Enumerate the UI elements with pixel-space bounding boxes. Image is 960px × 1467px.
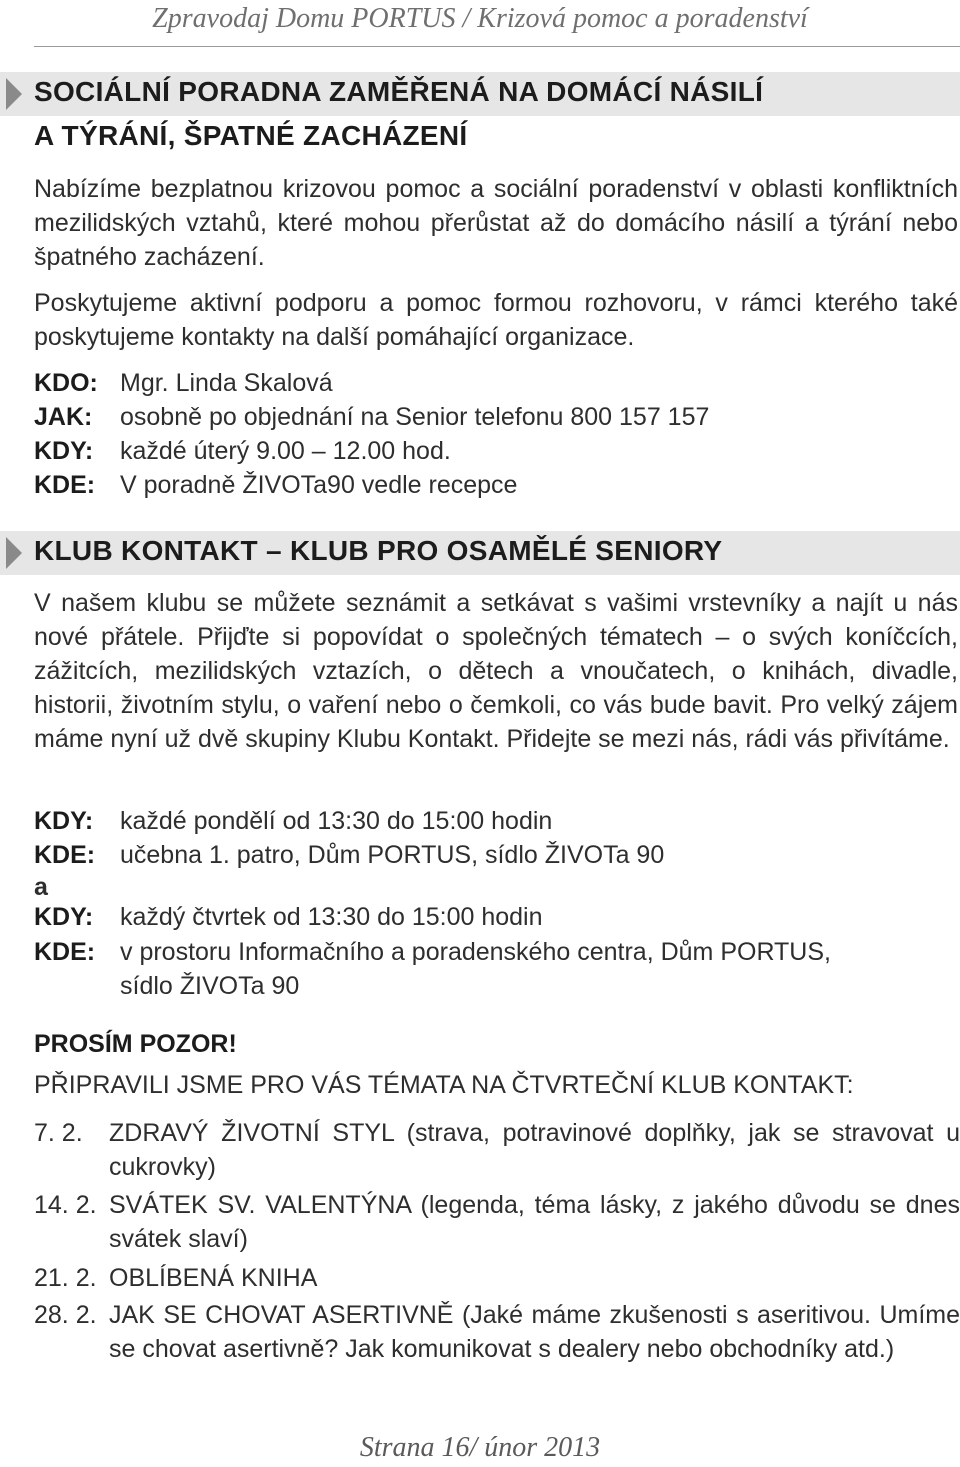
section1-paragraph-2: Poskytujeme aktivní podporu a pomoc formou rozhovoru, v rámci kterého také poskytujeme kontakty na další pomáhající organizace. xyxy=(34,289,958,351)
topic-date: 7. 2. xyxy=(34,1119,83,1147)
detail-label: KDY: xyxy=(34,807,94,835)
topic-date: 21. 2. xyxy=(34,1264,97,1292)
topic-date: 28. 2. xyxy=(34,1301,97,1329)
section1-title-line1: SOCIÁLNÍ PORADNA ZAMĚŘENÁ NA DOMÁCÍ NÁSILÍ xyxy=(34,76,764,107)
detail-label: JAK: xyxy=(34,403,93,431)
detail-value: každé pondělí od 13:30 do 15:00 hodin xyxy=(120,807,553,835)
notice-heading: PROSÍM POZOR! xyxy=(34,1030,237,1058)
detail-value: každé úterý 9.00 – 12.00 hod. xyxy=(120,437,451,465)
topic-text: SVÁTEK SV. VALENTÝNA (legenda, téma lásky, z jakého důvodu se dnes svátek slaví) xyxy=(109,1191,960,1253)
detail-value: každý čtvrtek od 13:30 do 15:00 hodin xyxy=(120,903,543,931)
topic-item xyxy=(34,1116,960,1184)
section1-triangle-icon xyxy=(6,78,22,110)
topic-text: ZDRAVÝ ŽIVOTNÍ STYL (strava, potravinové doplňky, jak se stravovat u cukrovky) xyxy=(109,1119,960,1181)
detail-label: KDY: xyxy=(34,903,94,931)
topic-item xyxy=(34,1188,960,1256)
topic-text: JAK SE CHOVAT ASERTIVNĚ (Jaké máme zkušenosti s aseritivou. Umíme se chovat asertivně? Jak komunikovat s dealery nebo obchodníky atd.) xyxy=(109,1301,960,1363)
section2-paragraph: V našem klubu se můžete seznámit a setkávat s vašimi vrstevníky a najít u nás nové přátele. Přijďte si popovídat o společných tématech – o svých koníčcích, zážitcích, mezilidských vztazích, o dětech a vnoučatech, o knihách, divadle, historii, životním stylu, o vaření nebo o čemkoli, co vás bude bavit. Pro velký zájem máme nyní už dvě skupiny Klubu Kontakt. Přidejte se mezi nás, rádi vás přivítáme. xyxy=(34,589,958,753)
topic-date: 14. 2. xyxy=(34,1191,97,1219)
detail-label: KDE: xyxy=(34,471,96,499)
section1-title-line2: A TÝRÁNÍ, ŠPATNÉ ZACHÁZENÍ xyxy=(34,120,468,151)
detail-label: KDE: xyxy=(34,938,96,966)
topic-item xyxy=(34,1261,960,1295)
detail-value: V poradně ŽIVOTa90 vedle recepce xyxy=(120,471,518,499)
section2-title: KLUB KONTAKT – KLUB PRO OSAMĚLÉ SENIORY xyxy=(34,535,723,566)
header-divider xyxy=(34,46,960,47)
detail-value: učebna 1. patro, Dům PORTUS, sídlo ŽIVOTa 90 xyxy=(120,841,665,869)
topic-text: OBLÍBENÁ KNIHA xyxy=(109,1264,318,1292)
detail-label: KDY: xyxy=(34,437,94,465)
detail-value: osobně po objednání na Senior telefonu 800 157 157 xyxy=(120,403,710,431)
newsletter-header-title: Zpravodaj Domu PORTUS / Krizová pomoc a poradenství xyxy=(152,3,808,34)
detail-value: v prostoru Informačního a poradenského centra, Dům PORTUS, xyxy=(120,938,831,966)
groups-connector: a xyxy=(34,873,48,901)
page-footer: Strana 16/ únor 2013 xyxy=(359,1432,601,1463)
topics-heading: PŘIPRAVILI JSME PRO VÁS TÉMATA NA ČTVRTEČNÍ KLUB KONTAKT: xyxy=(34,1071,854,1099)
detail-value: Mgr. Linda Skalová xyxy=(120,369,333,397)
topic-item xyxy=(34,1298,960,1366)
detail-label: KDO: xyxy=(34,369,98,397)
group2-where-continuation: sídlo ŽIVOTa 90 xyxy=(120,972,300,1000)
section2-triangle-icon xyxy=(6,537,22,569)
section1-paragraph-1: Nabízíme bezplatnou krizovou pomoc a sociální poradenství v oblasti konfliktních mezilidských vztahů, které mohou přerůstat až do domácího násilí a týrání nebo špatného zacházení. xyxy=(34,175,958,271)
detail-label: KDE: xyxy=(34,841,96,869)
